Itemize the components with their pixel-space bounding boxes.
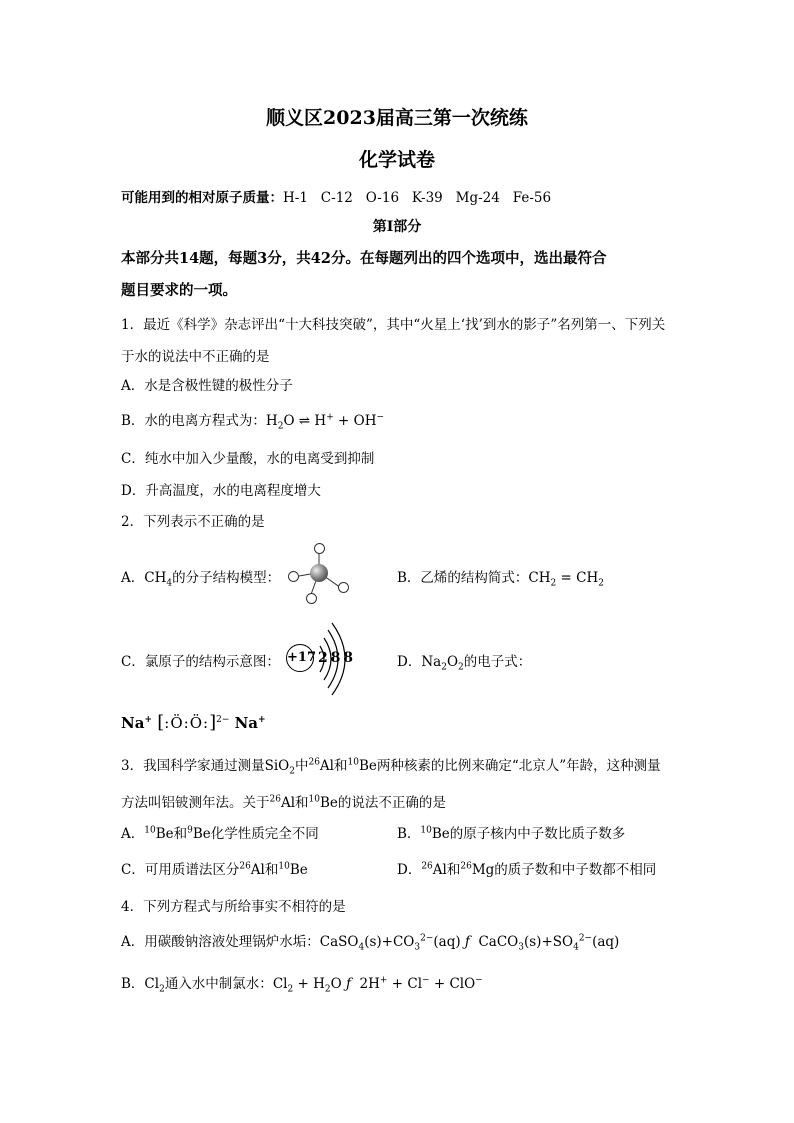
electron-counts: 2 8 8 — [318, 650, 352, 666]
q3-stem-line2: 方法叫铝铍测年法。关于$^{26}$Al和$^{10}$Be的说法不正确的是 — [121, 794, 446, 811]
atomic-mass-values: H-1 C-12 O-16 K-39 Mg-24 Fe-56 — [283, 190, 552, 206]
q2-stem: 2．下列表示不正确的是 — [121, 514, 265, 530]
q3-option-d: D．$^{26}$Al和$^{26}$Mg的质子数和中子数都不相同 — [397, 861, 657, 878]
q3-option-c: C．可用质谱法区分$^{26}$Al和$^{10}$Be — [121, 861, 308, 878]
q1-stem-line1: 1．最近《科学》杂志评出“十大科技突破”，其中“火星上‘找’到水的影子”名列第一、下列关 — [121, 317, 666, 333]
methane-model — [285, 540, 365, 606]
section-instructions-2: 题目要求的一项。 — [121, 282, 237, 299]
page-subtitle: 化学试卷 — [358, 149, 435, 171]
q1-option-d: D．升高温度，水的电离程度增大 — [121, 483, 321, 499]
q1-option-b-label: B．水的电离方程式为： — [121, 413, 266, 429]
q2-option-c: C．氯原子的结构示意图： — [121, 654, 280, 670]
section-title: 第I部分 — [372, 219, 422, 235]
atomic-mass-label: 可能用到的相对原子质量： — [121, 190, 283, 206]
q3-option-a: A．$^{10}$Be和$^9$Be化学性质完全不同 — [121, 825, 319, 842]
q4-option-a: A．用碳酸钠溶液处理锅炉水垢：$CaSO_4(s)+CO_3^{2-}(aq)$ ƒ $CaCO_3(s)+SO_4^{2-}(aq)$ — [121, 933, 620, 953]
q4-option-b: B．$Cl_2$通入水中制氯水：$Cl_2 + H_2O$ ƒ 2H+ + Cl− + ClO− — [121, 975, 483, 995]
atomic-mass-line — [121, 186, 551, 206]
section-instructions-1: 本部分共14题，每题3分，共42分。在每题列出的四个选项中，选出最符合 — [121, 250, 607, 267]
q1-stem-line2: 于水的说法中不正确的是 — [121, 349, 270, 365]
q2-option-d: D．$Na_2O_2$的电子式： — [397, 654, 532, 673]
q3-stem-line1: 3．我国科学家通过测量SiO$_2$中$^{26}$Al和$^{10}$Be两种核素的比例来确定“北京人”年龄，这种测量 — [121, 757, 661, 777]
na2o2-electron-formula: Na+ [:Ö:Ö:]$^{2-}$ Na+ — [121, 712, 266, 733]
chlorine-atom-diagram — [284, 622, 364, 696]
q1-option-a: A．水是含极性键的极性分子 — [121, 378, 293, 394]
q1-option-b: B．水的电离方程式为：$H_2O$ ⇌ H+ + OH− — [121, 412, 385, 432]
q1-option-c: C．纯水中加入少量酸，水的电离受到抑制 — [121, 451, 375, 467]
q2-option-a: A．$CH_4$的分子结构模型： — [121, 570, 281, 589]
page-title: 顺义区2023届高三第一次统练 — [266, 107, 528, 129]
q3-option-b: B．$^{10}$Be的原子核内中子数比质子数多 — [397, 825, 626, 842]
q4-stem: 4．下列方程式与所给事实不相符的是 — [121, 899, 346, 915]
chlorine-nucleus: +17 — [286, 644, 314, 672]
q2-option-b: B．乙烯的结构简式：$CH_2 = CH_2$ — [397, 570, 604, 589]
